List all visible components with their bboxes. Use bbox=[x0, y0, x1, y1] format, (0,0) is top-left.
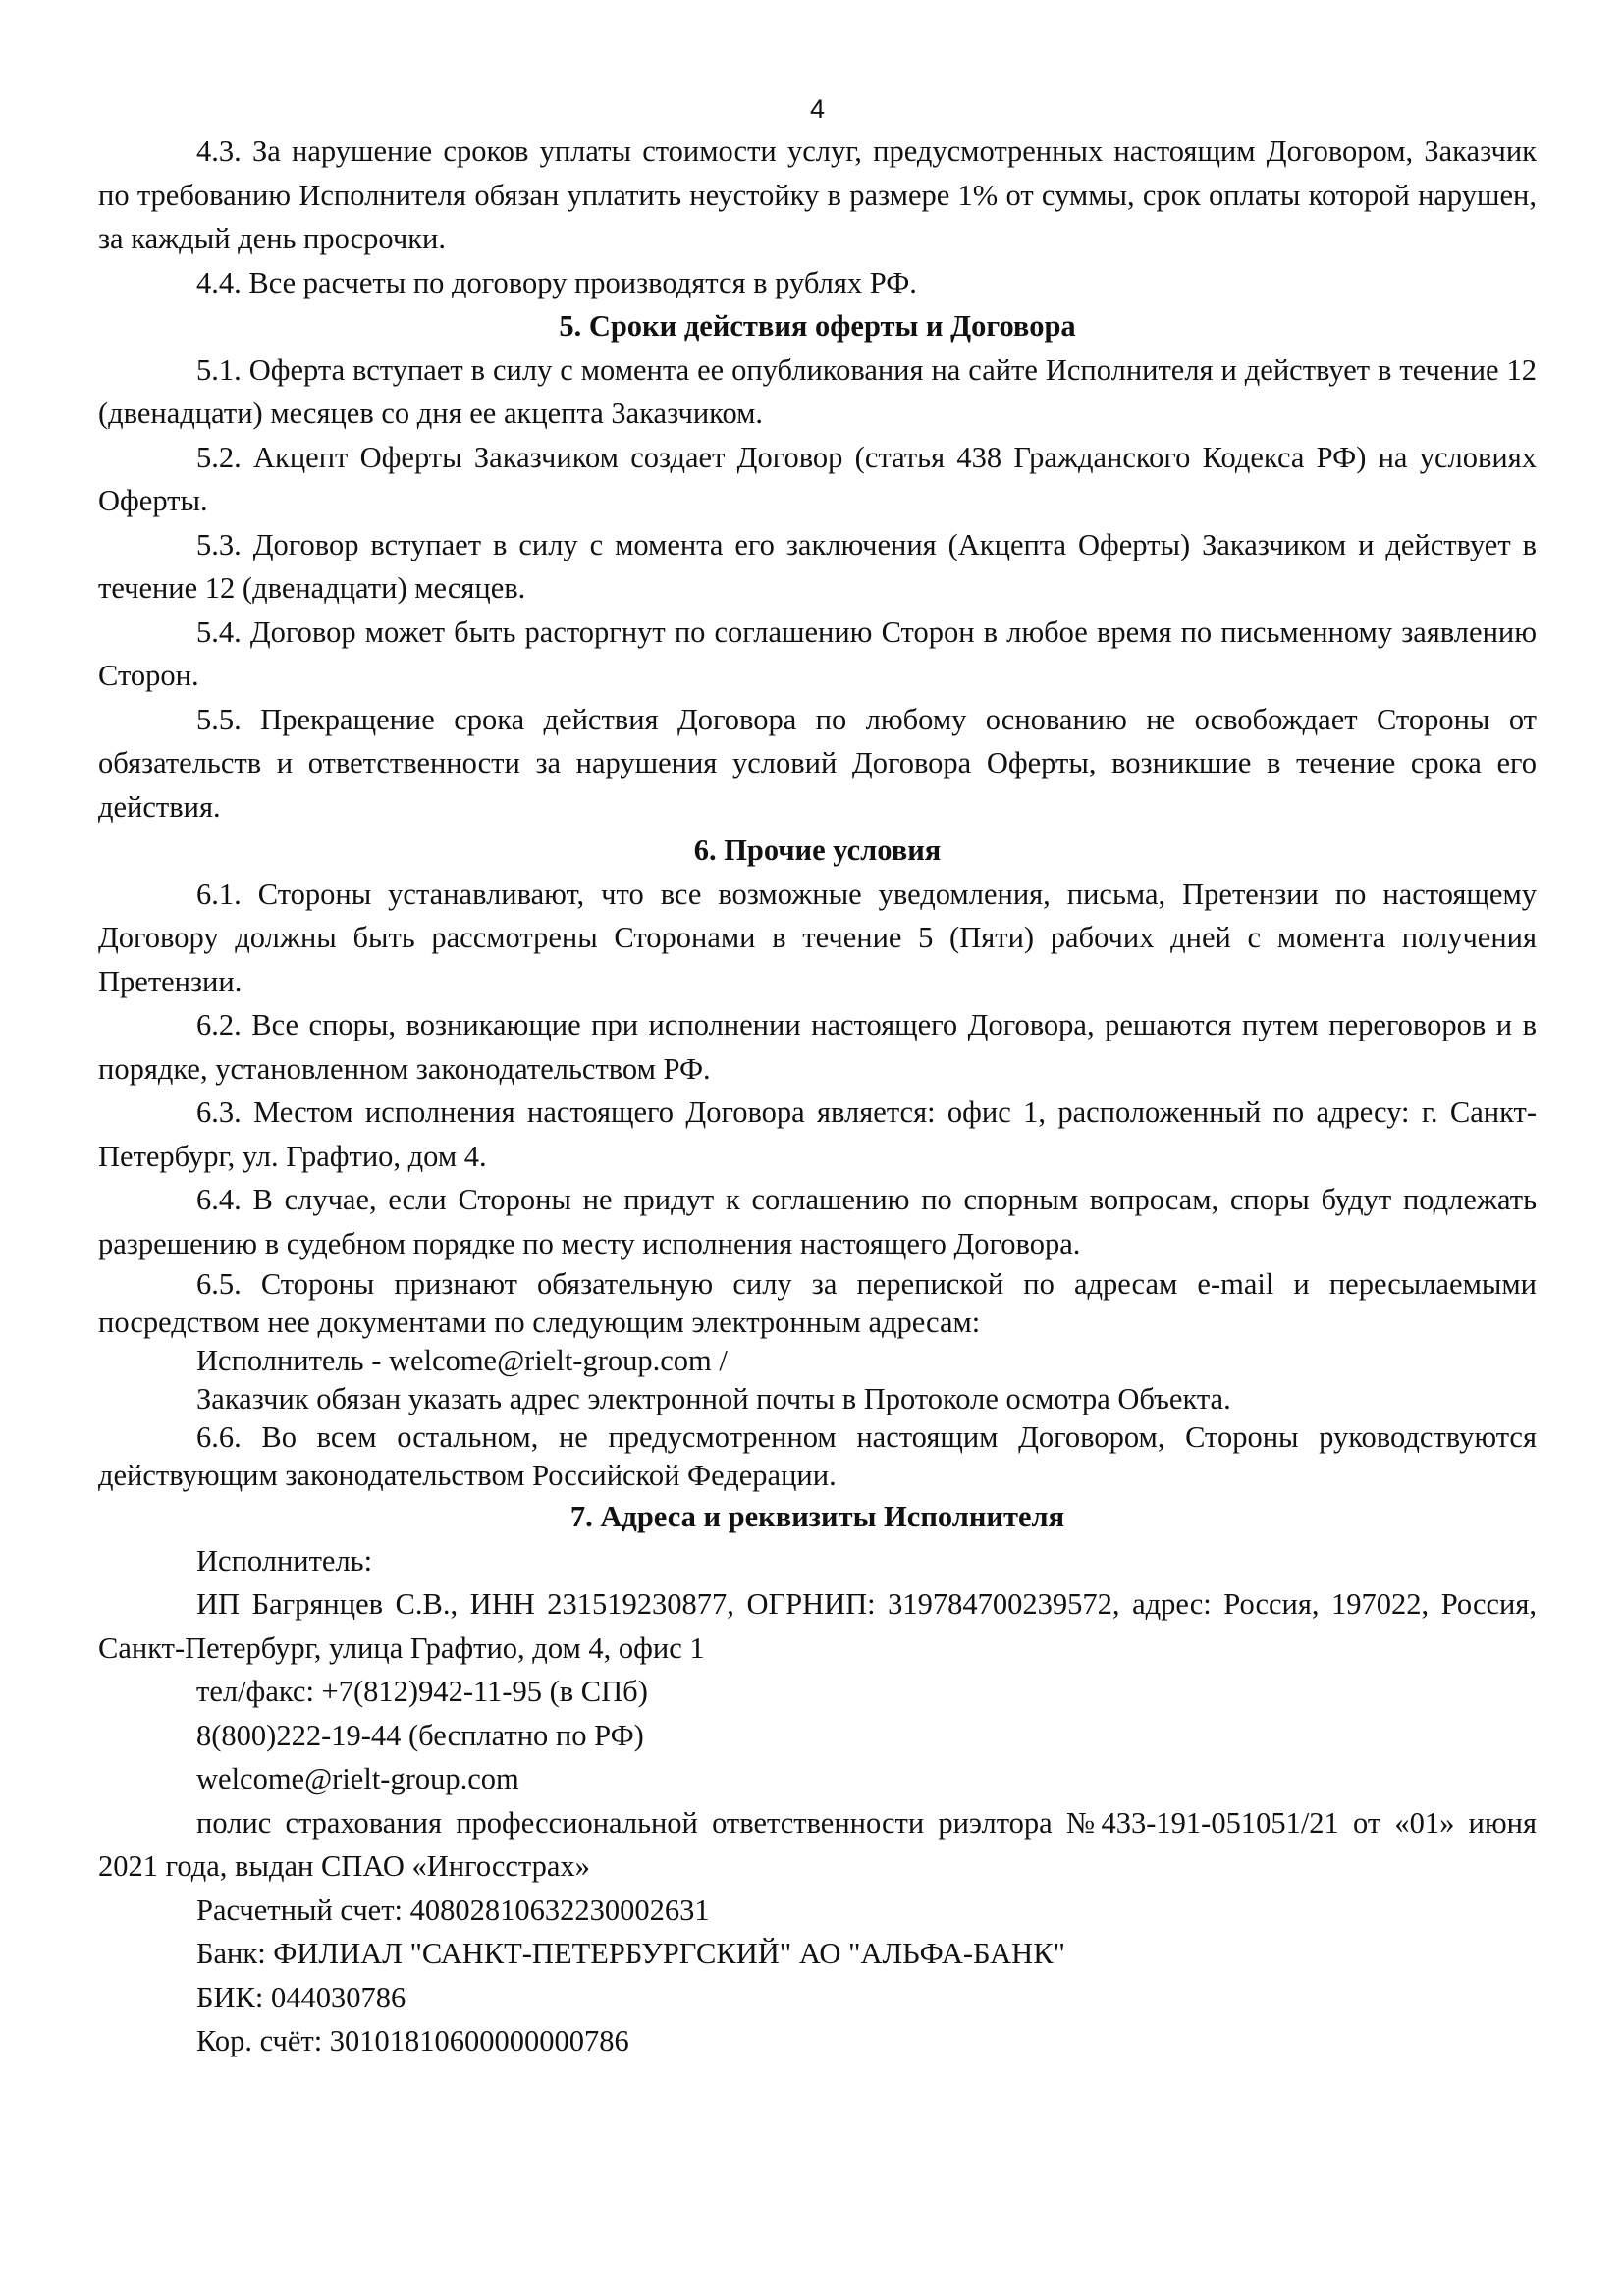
bank-bik: БИК: 044030786 bbox=[196, 1980, 406, 2014]
executor-email-line: Исполнитель - welcome@rielt-group.com / bbox=[196, 1344, 728, 1377]
paragraph-6-3: 6.3. Местом исполнения настоящего Договора является: офис 1, расположенный по адресу: г. Санкт-Петербург, ул. Графтио, дом 4. bbox=[98, 1095, 1537, 1173]
paragraph-4-3: 4.3. За нарушение сроков уплаты стоимости услуг, предусмотренных настоящим Договором, Заказчик по требованию Исполнителя обязан уплатить неустойку в размере 1% от суммы, срок оплаты которой нарушен, за каждый день просрочки. bbox=[98, 134, 1537, 255]
paragraph-6-1: 6.1. Стороны устанавливают, что все возможные уведомления, письма, Претензии по настоящему Договору должны быть рассмотрены Сторонами в течение 5 (Пяти) рабочих дней с момента получения Претензии. bbox=[98, 877, 1537, 998]
executor-email: welcome@rielt-group.com bbox=[196, 1762, 519, 1795]
section-6-title: 6. Прочие условия bbox=[693, 833, 942, 867]
paragraph-5-5: 5.5. Прекращение срока действия Договора по любому основанию не освобождает Стороны от обязательств и ответственности за нарушения условий Договора Оферты, возникшие в течение срока его действия. bbox=[98, 702, 1537, 824]
paragraph-5-4: 5.4. Договор может быть расторгнут по соглашению Сторон в любое время по письменному заявлению Сторон. bbox=[98, 614, 1537, 692]
section-7-title: 7. Адреса и реквизиты Исполнителя bbox=[569, 1500, 1065, 1533]
paragraph-5-3: 5.3. Договор вступает в силу с момента его заключения (Акцепта Оферты) Заказчиком и действует в течение 12 (двенадцати) месяцев. bbox=[98, 527, 1537, 605]
section-5-title: 5. Сроки действия оферты и Договора bbox=[559, 309, 1076, 343]
phone-fax: тел/факс: +7(812)942-11-95 (в СПб) bbox=[196, 1675, 648, 1708]
phone-free: 8(800)222-19-44 (бесплатно по РФ) bbox=[196, 1718, 644, 1752]
paragraph-6-2: 6.2. Все споры, возникающие при исполнении настоящего Договора, решаются путем переговоров и в порядке, установленном законодательством РФ. bbox=[98, 1008, 1537, 1086]
page-number: 4 bbox=[809, 94, 826, 124]
executor-requisites bbox=[98, 1539, 1537, 2063]
paragraph-5-2: 5.2. Акцепт Оферты Заказчиком создает Договор (статья 438 Гражданского Кодекса РФ) на условиях Оферты. bbox=[98, 440, 1537, 517]
paragraph-5-1: 5.1. Оферта вступает в силу с момента ее опубликования на сайте Исполнителя и действует в течение 12 (двенадцати) месяцев со дня ее акцепта Заказчиком. bbox=[98, 352, 1537, 430]
executor-label: Исполнитель: bbox=[196, 1543, 373, 1577]
insurance-policy: полис страхования профессиональной ответственности риэлтора №433-191-051051/21 от «01» июня 2021 года, выдан СПАО «Ингосстрах» bbox=[98, 1805, 1537, 1883]
paragraph-6-4: 6.4. В случае, если Стороны не придут к соглашению по спорным вопросам, споры будут подлежать разрешению в судебном порядке по месту исполнения настоящего Договора. bbox=[98, 1183, 1537, 1260]
paragraph-4-4: 4.4. Все расчеты по договору производятся в рублях РФ. bbox=[196, 265, 917, 299]
paragraph-6-6: 6.6. Во всем остальном, не предусмотренном настоящим Договором, Стороны руководствуются действующим законодательством Российской Федерации. bbox=[98, 1420, 1537, 1492]
paragraph-6-5: 6.5. Стороны признают обязательную силу за перепиской по адресам e-mail и пересылаемыми посредством нее документами по следующим электронным адресам: bbox=[98, 1267, 1537, 1339]
bank-name: Банк: ФИЛИАЛ "САНКТ-ПЕТЕРБУРГСКИЙ" АО "АЛЬФА-БАНК" bbox=[196, 1937, 1065, 1970]
customer-email-line: Заказчик обязан указать адрес электронной почты в Протоколе осмотра Объекта. bbox=[196, 1382, 1231, 1415]
executor-details: ИП Багрянцев С.В., ИНН 231519230877, ОГРНИП: 319784700239572, адрес: Россия, 197022, Россия, Санкт-Петербург, улица Графтио, дом 4, офис 1 bbox=[98, 1587, 1537, 1665]
bank-account: Расчетный счет: 40802810632230002631 bbox=[196, 1893, 710, 1927]
correspondent-account: Кор. счёт: 30101810600000000786 bbox=[196, 2024, 629, 2057]
